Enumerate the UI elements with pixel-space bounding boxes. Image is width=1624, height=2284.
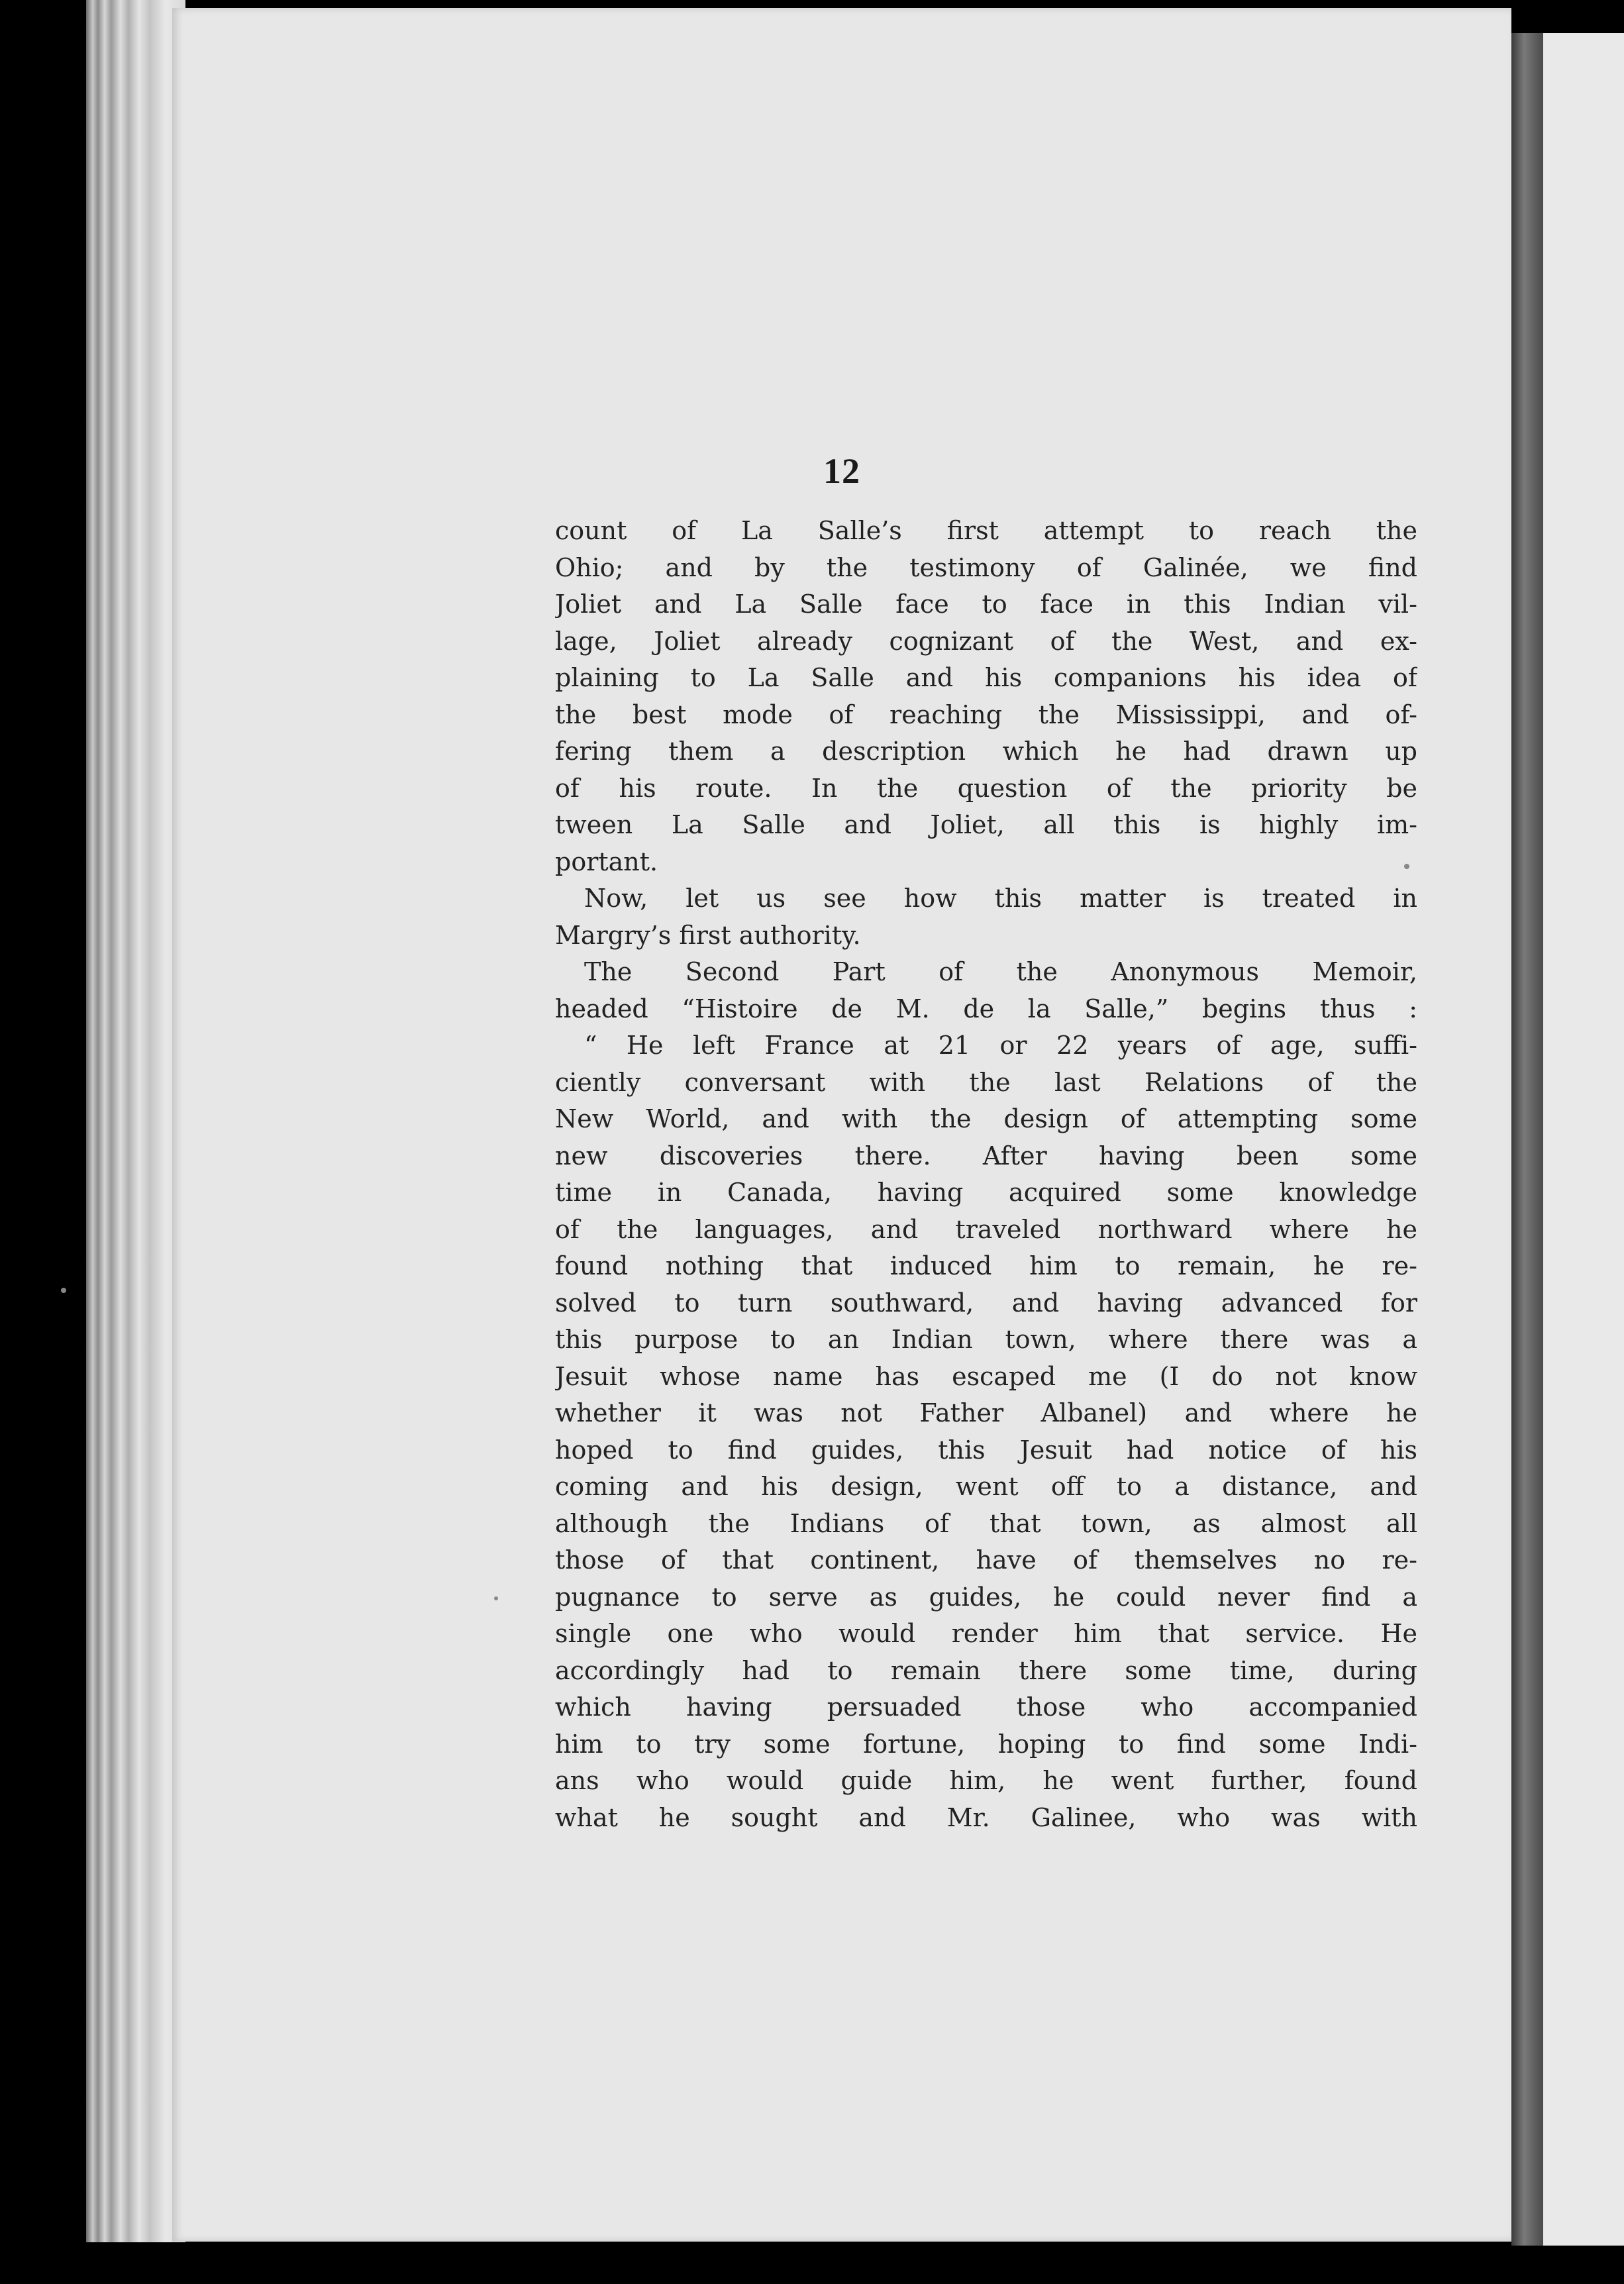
text-line: portant. xyxy=(555,847,658,876)
text-line: coming and his design, went off to a distance, and xyxy=(555,1472,1417,1501)
text-line: hoped to find guides, this Jesuit had notice of his xyxy=(555,1435,1417,1465)
text-line: found nothing that induced him to remain, he re- xyxy=(555,1251,1417,1280)
text-line: “ He left France at 21 or 22 years of age, suffi- xyxy=(584,1031,1417,1060)
scan-speck xyxy=(1404,864,1409,869)
text-line: him to try some fortune, hoping to find some Indi- xyxy=(555,1729,1417,1759)
text-line: Jesuit whose name has escaped me (I do not know xyxy=(555,1361,1417,1391)
text-line: time in Canada, having acquired some knowledge xyxy=(555,1178,1417,1207)
text-line: of the languages, and traveled northward where he xyxy=(555,1214,1417,1244)
page-number: 12 xyxy=(823,451,860,491)
page-stack-edge xyxy=(86,0,185,2242)
text-line: of his route. In the question of the priority be xyxy=(555,773,1417,803)
scan-speck xyxy=(61,1288,66,1293)
scan-speck xyxy=(494,1596,498,1600)
text-line: lage, Joliet already cognizant of the West, and ex- xyxy=(555,626,1417,656)
text-line: the best mode of reaching the Mississippi, and of- xyxy=(555,700,1417,729)
text-line: what he sought and Mr. Galinee, who was with xyxy=(555,1802,1417,1832)
text-line: which having persuaded those who accompanied xyxy=(555,1692,1417,1722)
text-line: The Second Part of the Anonymous Memoir, xyxy=(584,957,1417,986)
text-line: New World, and with the design of attempting some xyxy=(555,1104,1417,1133)
text-line: although the Indians of that town, as almost all xyxy=(555,1508,1417,1538)
text-line: new discoveries there. After having been some xyxy=(555,1141,1417,1170)
text-line: this purpose to an Indian town, where there was a xyxy=(555,1325,1417,1354)
book-binding xyxy=(1511,33,1543,2246)
text-line: those of that continent, have of themselves no re- xyxy=(555,1545,1417,1575)
text-line: ans who would guide him, he went further, found xyxy=(555,1766,1417,1795)
text-line: Now, let us see how this matter is treated in xyxy=(584,884,1417,913)
text-line: tween La Salle and Joliet, all this is highly im- xyxy=(555,810,1417,839)
text-line: accordingly had to remain there some time, during xyxy=(555,1655,1417,1685)
text-line: single one who would render him that service. He xyxy=(555,1619,1417,1648)
text-line: Joliet and La Salle face to face in this Indian vil- xyxy=(555,590,1417,619)
text-line: headed “Histoire de M. de la Salle,” begins thus : xyxy=(555,994,1417,1023)
text-line: whether it was not Father Albanel) and where he xyxy=(555,1398,1417,1428)
book-page xyxy=(172,8,1511,2242)
text-line: pugnance to serve as guides, he could never find a xyxy=(555,1582,1417,1612)
text-line: plaining to La Salle and his companions his idea of xyxy=(555,663,1417,692)
text-line: solved to turn southward, and having advanced for xyxy=(555,1288,1417,1318)
page-text xyxy=(555,513,1417,1836)
text-line: Ohio; and by the testimony of Galinée, we find xyxy=(555,552,1417,582)
text-line: Margry’s first authority. xyxy=(555,920,861,950)
next-page-edge xyxy=(1543,33,1624,2246)
text-line: fering them a description which he had drawn up xyxy=(555,737,1417,766)
text-line: count of La Salle’s first attempt to reach the xyxy=(555,516,1417,545)
text-line: ciently conversant with the last Relations of the xyxy=(555,1067,1417,1097)
